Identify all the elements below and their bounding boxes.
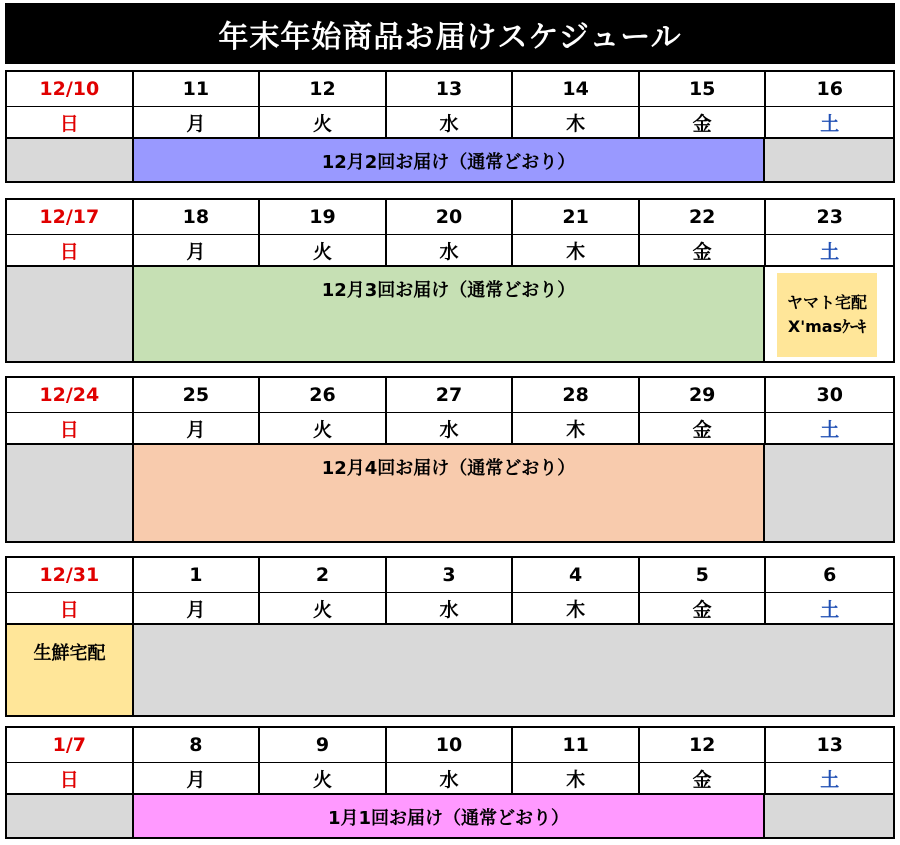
- date-cell: 1/7: [7, 728, 134, 762]
- weekday-cell: 金: [640, 763, 767, 793]
- delivery-band-row: [5, 795, 895, 839]
- weekday-cell: 木: [513, 107, 640, 137]
- weekday-cell: 土: [820, 768, 840, 791]
- weekday-cell: 火: [260, 235, 387, 265]
- delivery-band-row: [5, 445, 895, 543]
- weekday-cell: 土: [820, 112, 840, 135]
- weekday-row: [5, 413, 895, 445]
- delivery-band: [134, 445, 765, 541]
- weekday-cell: 土: [820, 598, 840, 621]
- date-cell: 12: [640, 728, 767, 762]
- weekday-cell: 金: [640, 413, 767, 443]
- weekday-row: [5, 763, 895, 795]
- date-cell: 21: [513, 200, 640, 234]
- week-5: [5, 726, 895, 839]
- date-cell: 11: [134, 72, 261, 106]
- delivery-band: [134, 267, 765, 361]
- xmas-cake-note: [777, 273, 877, 357]
- weekday-cell: 火: [260, 593, 387, 623]
- date-cell: 12/24: [7, 378, 134, 412]
- closed-block: [7, 445, 134, 541]
- weekday-cell: 金: [640, 107, 767, 137]
- date-cell: 1: [134, 558, 261, 592]
- date-cell: 13: [387, 72, 514, 106]
- weekday-cell: 日: [7, 107, 134, 137]
- date-cell: 19: [260, 200, 387, 234]
- fresh-delivery-label: 生鮮宅配: [33, 643, 106, 664]
- delivery-band-label: 12月4回お届け（通常どおり）: [321, 458, 576, 479]
- closed-block: [765, 795, 893, 837]
- date-cell: 25: [134, 378, 261, 412]
- delivery-band-label: 12月3回お届け（通常どおり）: [321, 280, 576, 301]
- note-line: ヤマト宅配: [786, 293, 867, 312]
- delivery-band-row: [5, 625, 895, 717]
- date-cell: 23: [816, 206, 843, 228]
- fresh-delivery-note: [7, 625, 134, 715]
- week-1: [5, 70, 895, 183]
- weekday-cell: 水: [387, 235, 514, 265]
- date-cell: 10: [387, 728, 514, 762]
- week-2: [5, 198, 895, 363]
- weekday-cell: 月: [134, 107, 261, 137]
- date-row: [5, 556, 895, 593]
- date-cell: 12/10: [7, 72, 134, 106]
- date-cell: 12: [260, 72, 387, 106]
- closed-block: [765, 445, 893, 541]
- date-cell: 8: [134, 728, 261, 762]
- weekday-cell: 金: [640, 235, 767, 265]
- date-cell: 15: [640, 72, 767, 106]
- date-row: [5, 70, 895, 107]
- date-cell: 5: [640, 558, 767, 592]
- note-line: X'masｹｰｷ: [787, 317, 867, 336]
- delivery-band-label: 12月2回お届け（通常どおり）: [321, 152, 576, 173]
- date-cell: 11: [513, 728, 640, 762]
- weekday-cell: 木: [513, 413, 640, 443]
- weekday-cell: 木: [513, 763, 640, 793]
- weekday-cell: 火: [260, 107, 387, 137]
- weekday-cell: 金: [640, 593, 767, 623]
- closed-block: [7, 795, 134, 837]
- weekday-cell: 木: [513, 593, 640, 623]
- delivery-band-label: 1月1回お届け（通常どおり）: [327, 808, 570, 829]
- date-cell: 9: [260, 728, 387, 762]
- page-title: 年末年始商品お届けスケジュール: [5, 3, 895, 64]
- delivery-band: [134, 795, 765, 837]
- weekday-cell: 木: [513, 235, 640, 265]
- date-cell: 12/31: [7, 558, 134, 592]
- closed-block: [7, 139, 134, 181]
- weekday-cell: 火: [260, 413, 387, 443]
- weekday-cell: 土: [820, 240, 840, 263]
- weekday-cell: 水: [387, 107, 514, 137]
- date-cell: 12/17: [7, 200, 134, 234]
- date-cell: 30: [816, 384, 843, 406]
- weekday-cell: 日: [7, 235, 134, 265]
- closed-block: [134, 625, 893, 715]
- weekday-row: [5, 107, 895, 139]
- weekday-cell: 水: [387, 763, 514, 793]
- week-3: [5, 376, 895, 543]
- delivery-band: [134, 139, 765, 181]
- closed-block: [765, 139, 893, 181]
- delivery-band-row: [5, 139, 895, 183]
- date-cell: 22: [640, 200, 767, 234]
- weekday-cell: 日: [7, 593, 134, 623]
- weekday-cell: 水: [387, 413, 514, 443]
- date-cell: 28: [513, 378, 640, 412]
- date-cell: 4: [513, 558, 640, 592]
- delivery-band-row: [5, 267, 895, 363]
- weekday-cell: 月: [134, 413, 261, 443]
- date-row: [5, 726, 895, 763]
- date-cell: 20: [387, 200, 514, 234]
- date-cell: 13: [816, 734, 843, 756]
- weekday-cell: 月: [134, 593, 261, 623]
- date-cell: 18: [134, 200, 261, 234]
- weekday-cell: 日: [7, 763, 134, 793]
- weekday-row: [5, 235, 895, 267]
- weekday-cell: 月: [134, 763, 261, 793]
- date-cell: 2: [260, 558, 387, 592]
- date-cell: 26: [260, 378, 387, 412]
- date-cell: 3: [387, 558, 514, 592]
- date-row: [5, 198, 895, 235]
- closed-block: [7, 267, 134, 361]
- weekday-cell: 火: [260, 763, 387, 793]
- date-cell: 16: [816, 78, 843, 100]
- weekday-row: [5, 593, 895, 625]
- date-cell: 6: [823, 564, 837, 586]
- date-cell: 27: [387, 378, 514, 412]
- weekday-cell: 土: [820, 418, 840, 441]
- date-cell: 14: [513, 72, 640, 106]
- weekday-cell: 月: [134, 235, 261, 265]
- weekday-cell: 水: [387, 593, 514, 623]
- date-row: [5, 376, 895, 413]
- week-4: [5, 556, 895, 717]
- weekday-cell: 日: [7, 413, 134, 443]
- date-cell: 29: [640, 378, 767, 412]
